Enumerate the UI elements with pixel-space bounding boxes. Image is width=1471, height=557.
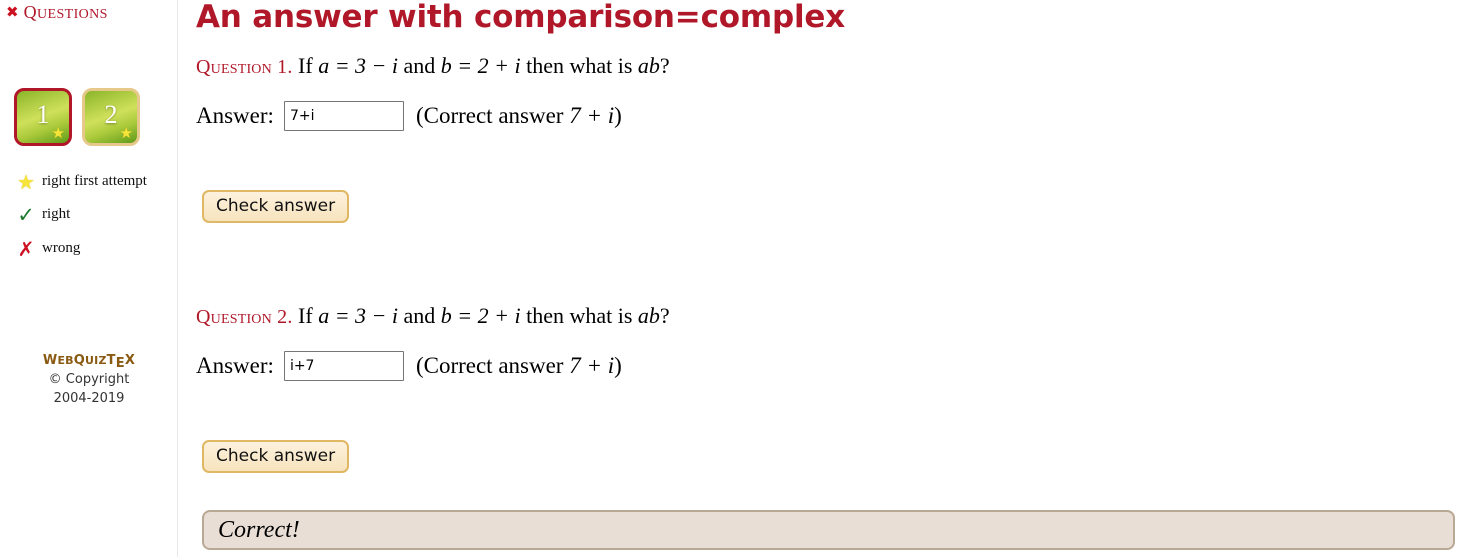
sidebar-header-label-rest: UESTIONS [36, 7, 108, 22]
question-navigation [14, 88, 140, 146]
answer-input[interactable] [284, 101, 404, 131]
answer-row [196, 351, 1466, 381]
logo-w: W [42, 353, 58, 368]
star-icon: ★ [119, 124, 133, 142]
logo-eb: EB [57, 354, 74, 367]
webquiztex-logo [0, 352, 178, 371]
question-button-1[interactable] [14, 88, 72, 146]
feedback-banner [202, 510, 1455, 550]
question-button-2[interactable] [82, 88, 140, 146]
copyright-line: © Copyright [48, 371, 130, 387]
question-stem-pre: If [298, 53, 319, 78]
question-variable-ab: ab [637, 53, 660, 78]
question-block-2 [196, 302, 1466, 466]
question-stem-post: then what is [520, 303, 638, 328]
page-title: An answer with comparison=complex [196, 0, 845, 35]
correct-answer-note [416, 103, 622, 129]
star-icon: ★ [17, 170, 35, 194]
answer-row [196, 101, 1466, 131]
answer-input[interactable] [284, 351, 404, 381]
feedback-text: Correct! [218, 516, 300, 543]
legend [10, 172, 170, 272]
question-number: Question 2. [196, 306, 293, 328]
sidebar-divider [177, 0, 178, 557]
correct-note-post: ) [614, 103, 622, 128]
question-equation-b: b = 2 + i [440, 53, 521, 78]
correct-note-value: 7 + i [569, 353, 615, 378]
logo-uiz: UIZ [85, 354, 107, 367]
question-equation-a: a = 3 − i [318, 303, 398, 328]
logo-q: Q [73, 353, 86, 368]
sidebar-header-label-first: Q [23, 2, 37, 22]
correct-note-pre: (Correct answer [415, 353, 570, 378]
check-answer-button[interactable]: Check answer [202, 440, 349, 473]
logo-x: X [124, 353, 136, 368]
answer-label: Answer: [196, 353, 274, 378]
question-stem-and: and [398, 53, 441, 78]
cross-icon: ✗ [17, 237, 35, 261]
question-stem [196, 52, 1466, 80]
question-stem-end: ? [659, 303, 670, 328]
copyright-years: 2004-2019 [53, 390, 125, 406]
question-stem [196, 302, 1466, 330]
legend-item-label: right first attempt [42, 173, 147, 189]
question-button-2-number: 2 [104, 100, 118, 129]
question-equation-b: b = 2 + i [440, 303, 521, 328]
question-variable-ab: ab [637, 303, 660, 328]
question-stem-and: and [398, 303, 441, 328]
question-number: Question 1. [196, 56, 293, 78]
legend-item-wrong [10, 239, 170, 259]
correct-note-pre: (Correct answer [415, 103, 570, 128]
question-block-1 [196, 52, 1466, 216]
answer-label: Answer: [196, 103, 274, 128]
question-stem-end: ? [659, 53, 670, 78]
question-stem-pre: If [298, 303, 319, 328]
star-icon: ★ [51, 124, 65, 142]
legend-item-label: right [42, 206, 71, 222]
logo-e: E [115, 356, 125, 371]
legend-item-right [10, 205, 170, 226]
sidebar [0, 0, 178, 557]
legend-item-right-first-attempt [10, 172, 170, 192]
sidebar-header [6, 2, 108, 23]
correct-note-value: 7 + i [569, 103, 615, 128]
question-equation-a: a = 3 − i [318, 53, 398, 78]
question-button-1-number: 1 [36, 100, 50, 129]
correct-note-post: ) [614, 353, 622, 378]
logo-t: T [106, 353, 116, 368]
cross-icon: ✖ [6, 3, 19, 21]
legend-item-label: wrong [42, 240, 81, 256]
check-icon: ✓ [17, 203, 35, 227]
main-content [196, 0, 1471, 557]
correct-answer-note [416, 353, 622, 379]
question-stem-post: then what is [520, 53, 638, 78]
sidebar-header-label [24, 2, 108, 22]
check-answer-button[interactable]: Check answer [202, 190, 349, 223]
copyright-block [0, 352, 178, 409]
